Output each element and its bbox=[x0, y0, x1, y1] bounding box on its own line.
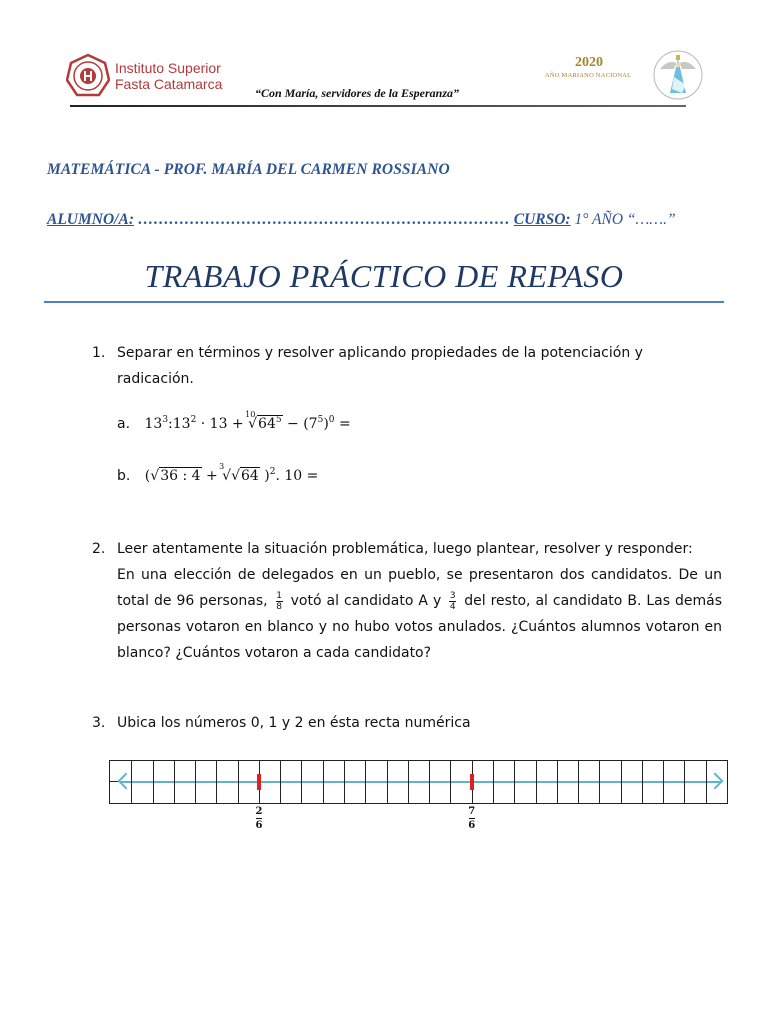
grid-line bbox=[578, 761, 579, 803]
grid-line bbox=[514, 761, 515, 803]
question-body bbox=[117, 536, 722, 666]
course-value: 1° AÑO “…….” bbox=[574, 211, 676, 228]
grid-line bbox=[387, 761, 388, 803]
grid-line bbox=[365, 761, 366, 803]
grid-line bbox=[153, 761, 154, 803]
grid-line bbox=[557, 761, 558, 803]
grid-line bbox=[663, 761, 664, 803]
course-label: CURSO: bbox=[513, 211, 571, 228]
number-line-axis bbox=[120, 781, 721, 783]
grid-line bbox=[684, 761, 685, 803]
grid-line bbox=[408, 761, 409, 803]
grid-line bbox=[642, 761, 643, 803]
expression-a-rendered: $13^3:13^2 \cdot 13$ + 10 $√64^5 - (7^5)^0$ = bbox=[144, 410, 351, 432]
grid-line bbox=[706, 761, 707, 803]
grid-line bbox=[216, 761, 217, 803]
institute-logo bbox=[66, 54, 222, 98]
grid-line bbox=[493, 761, 494, 803]
grid-line bbox=[323, 761, 324, 803]
student-name-blank[interactable]: ……………………………………………………………… bbox=[137, 211, 510, 228]
item-label: a. bbox=[117, 416, 131, 432]
grid-line bbox=[536, 761, 537, 803]
student-line bbox=[47, 211, 676, 229]
institute-name-line1: Instituto Superior bbox=[115, 60, 221, 76]
number-line-mark bbox=[470, 774, 474, 790]
header-divider bbox=[70, 105, 686, 107]
fraction-denominator: 4 bbox=[449, 601, 456, 612]
virgin-mary-icon bbox=[652, 49, 704, 101]
fraction-three-quarters bbox=[449, 591, 456, 612]
item-label: b. bbox=[117, 468, 131, 484]
arrow-right-icon bbox=[707, 773, 724, 790]
grid-line bbox=[280, 761, 281, 803]
grid-line bbox=[429, 761, 430, 803]
grid-line bbox=[238, 761, 239, 803]
problem-part-1: En una elección de delegados en un pueblo, se presentaron dos candidatos. De un total de 96 personas, bbox=[117, 567, 722, 609]
mark-label: 2 6 bbox=[255, 806, 263, 831]
grid-line bbox=[344, 761, 345, 803]
number-line-mark bbox=[257, 774, 261, 790]
grid-line bbox=[599, 761, 600, 803]
question-text: Separar en términos y resolver aplicando propiedades de la potenciación y radicación. bbox=[117, 345, 643, 387]
question-number: 1. bbox=[92, 345, 106, 361]
institute-seal-icon bbox=[66, 54, 110, 98]
grid-line bbox=[174, 761, 175, 803]
expression-a bbox=[117, 410, 351, 432]
marian-year: 2020 bbox=[575, 55, 603, 70]
expression-b bbox=[117, 462, 319, 484]
subject-line: MATEMÁTICA - PROF. MARÍA DEL CARMEN ROSSIANO bbox=[47, 161, 450, 178]
fraction-numerator: 3 bbox=[449, 590, 456, 601]
institute-name-line2: Fasta Catamarca bbox=[115, 76, 223, 92]
grid-line bbox=[450, 761, 451, 803]
fraction-numerator: 1 bbox=[276, 590, 282, 601]
expression-b-rendered: (√36 : 4 + 3 √√64 )$^2$. 10 = bbox=[144, 462, 319, 484]
question-text: Leer atentamente la situación problemática, luego plantear, resolver y responder: bbox=[117, 541, 693, 557]
grid-line bbox=[195, 761, 196, 803]
title-divider bbox=[44, 301, 724, 303]
fraction-denominator: 8 bbox=[276, 601, 282, 612]
question-number: 2. bbox=[92, 541, 106, 557]
page-title: TRABAJO PRÁCTICO DE REPASO bbox=[144, 258, 624, 294]
question-text: Ubica los números 0, 1 y 2 en ésta recta numérica bbox=[117, 715, 471, 731]
problem-part-3: del resto, al candidato B. Las demás personas votaron en blanco y no hubo votos anulados. ¿Cuántos alumnos votaron en blanco? ¿Cuántos votaron a cada candidato? bbox=[117, 593, 723, 661]
grid-line bbox=[621, 761, 622, 803]
marian-year-caption: AÑO MARIANO NACIONAL bbox=[545, 72, 632, 79]
number-line-grid[interactable] bbox=[109, 760, 728, 804]
fraction-one-eighth bbox=[276, 591, 283, 612]
document-header bbox=[0, 0, 768, 120]
motto: “Con María, servidores de la Esperanza” bbox=[255, 86, 460, 100]
grid-line bbox=[301, 761, 302, 803]
question-number: 3. bbox=[92, 715, 106, 731]
student-label: ALUMNO/A: bbox=[47, 211, 134, 228]
problem-part-2: votó al candidato A y bbox=[290, 593, 442, 609]
mark-label: 7 6 bbox=[468, 806, 476, 831]
institute-name bbox=[115, 60, 222, 92]
grid-line bbox=[131, 761, 132, 803]
problem-statement bbox=[117, 562, 722, 666]
